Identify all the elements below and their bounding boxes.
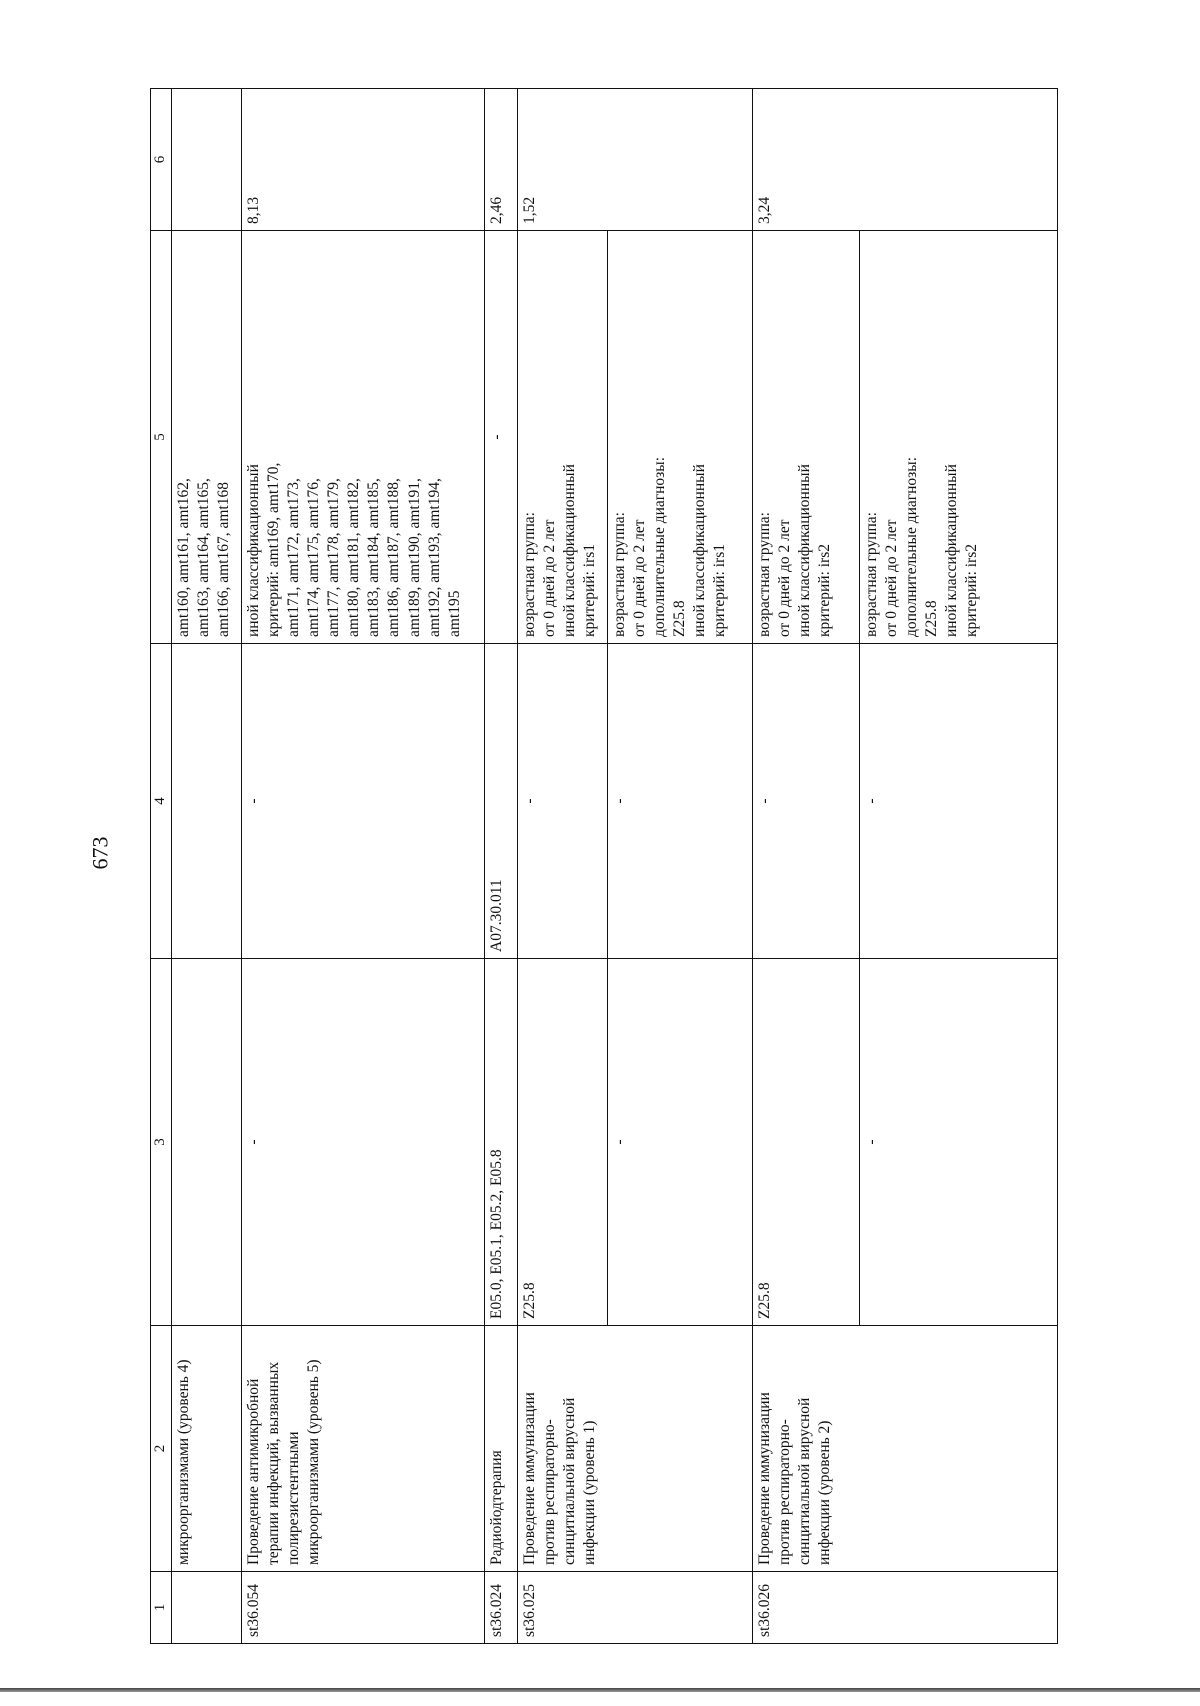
header-col-1: 1 (151, 1572, 172, 1644)
cell-code: st36.025 (517, 1572, 752, 1644)
table-row-st36-054 (241, 89, 484, 1644)
cell-coefficient: 3,24 (752, 89, 1057, 231)
cell-code: st36.054 (241, 1572, 484, 1644)
cell-diagnosis (171, 959, 241, 1326)
cell-criteria: возрастная группа: от 0 дней до 2 лет иной классификационный критерий: irs1 (517, 231, 607, 644)
cell-service: - (859, 644, 1057, 959)
cell-diagnosis: - (859, 959, 1057, 1326)
table-row-st36-026 (752, 89, 859, 1644)
tariff-table (150, 88, 1058, 1644)
cell-diagnosis: - (607, 959, 752, 1326)
cell-service: A07.30.011 (484, 644, 517, 959)
cell-code: st36.026 (752, 1572, 1057, 1644)
cell-criteria: возрастная группа: от 0 дней до 2 лет дополнительные диагнозы: Z25.8 иной классификационный критерий: irs1 (607, 231, 752, 644)
header-col-2: 2 (151, 1326, 172, 1572)
cell-diagnosis: Z25.8 (752, 959, 859, 1326)
scan-edge-line (0, 1688, 1200, 1692)
table-row-st36-024 (484, 89, 517, 1644)
header-col-4: 4 (151, 644, 172, 959)
cell-diagnosis: - (241, 959, 484, 1326)
cell-criteria: - (484, 231, 517, 644)
cell-coefficient: 1,52 (517, 89, 752, 231)
cell-name: Проведение иммунизации против респираторно- синцитиальной вирусной инфекции (уровень 2) (752, 1326, 1057, 1572)
header-row (151, 89, 172, 1644)
cell-service: - (517, 644, 607, 959)
table-row-st36-025 (517, 89, 607, 1644)
header-col-3: 3 (151, 959, 172, 1326)
header-col-6: 6 (151, 89, 172, 231)
rotated-table-container (150, 89, 1056, 1644)
header-col-5: 5 (151, 231, 172, 644)
cell-code: st36.024 (484, 1572, 517, 1644)
cell-coefficient: 2,46 (484, 89, 517, 231)
cell-name: Проведение иммунизации против респираторно- синцитиальной вирусной инфекции (уровень 1) (517, 1326, 752, 1572)
cell-service: - (607, 644, 752, 959)
cell-criteria: amt160, amt161, amt162, amt163, amt164, amt165, amt166, amt167, amt168 (171, 231, 241, 644)
cell-name: Радиойодтерапия (484, 1326, 517, 1572)
cell-diagnosis: Z25.8 (517, 959, 607, 1326)
cell-coefficient (171, 89, 241, 231)
cell-service: - (752, 644, 859, 959)
cell-diagnosis: E05.0, E05.1, E05.2, E05.8 (484, 959, 517, 1326)
page-number-text: 673 (87, 836, 112, 870)
cell-coefficient: 8,13 (241, 89, 484, 231)
cell-service (171, 644, 241, 959)
cell-code (171, 1572, 241, 1644)
cell-service: - (241, 644, 484, 959)
page-number (80, 823, 120, 883)
cell-criteria: возрастная группа: от 0 дней до 2 лет дополнительные диагнозы: Z25.8 иной классификационный критерий: irs2 (859, 231, 1057, 644)
cell-name: Проведение антимикробной терапии инфекций, вызванных полирезистентными микроорганизмами (уровень 5) (241, 1326, 484, 1572)
cell-criteria: иной классификационный критерий: amt169, amt170, amt171, amt172, amt173, amt174, amt175, amt176, amt177, amt178, amt179, amt180, amt181, amt182, amt183, amt184, amt185, amt186, amt187, amt188, amt189, amt190, amt191, amt192, amt193, amt194, amt195 (241, 231, 484, 644)
cell-criteria: возрастная группа: от 0 дней до 2 лет иной классификационный критерий: irs2 (752, 231, 859, 644)
table-row-continuation (171, 89, 241, 1644)
cell-name: микроорганизмами (уровень 4) (171, 1326, 241, 1572)
